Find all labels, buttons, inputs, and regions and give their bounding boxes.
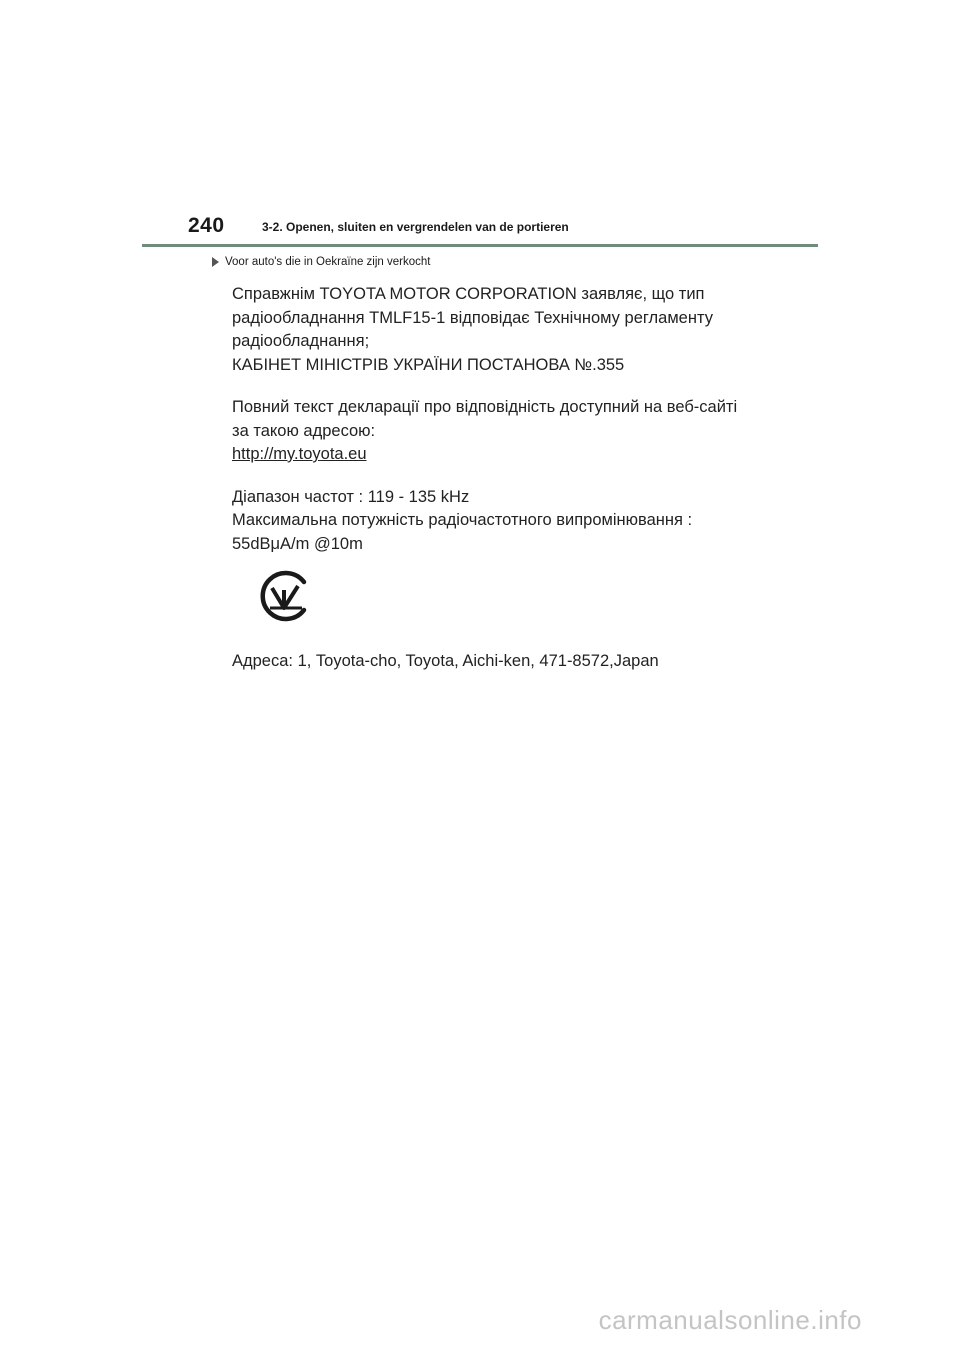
declaration-line: Повний текст декларації про відповідність доступний на веб-сайті — [232, 398, 738, 416]
declaration-line: радіообладнання; — [232, 332, 370, 350]
chapter-title: 3-2. Openen, sluiten en vergrendelen van de portieren — [262, 220, 569, 234]
declaration-line: Максимальна потужність радіочастотного випромінювання : — [232, 511, 693, 529]
ukrainian-conformity-mark-icon — [256, 568, 312, 624]
section-label — [212, 256, 430, 268]
declaration-line: за такою адресою: — [232, 421, 376, 440]
declaration-line: радіообладнання TMLF15-1 відповідає Технічному регламенту — [232, 308, 713, 327]
section-label-text: Voor auto's die in Oekraïne zijn verkocht — [225, 256, 431, 268]
declaration-line: Справжнім TOYOTA MOTOR CORPORATION заявляє, що тип — [232, 285, 705, 303]
header-divider — [142, 244, 818, 247]
declaration-line: КАБІНЕТ МІНІСТРІВ УКРАЇНИ ПОСТАНОВА №.355 — [232, 355, 625, 374]
manufacturer-address: Адреса: 1, Toyota-cho, Toyota, Aichi-ken, 471-8572,Japan — [232, 652, 659, 670]
max-power: 55dBμA/m @10m — [232, 534, 363, 553]
frequency-range: Діапазон частот : 119 - 135 kHz — [232, 487, 470, 506]
watermark: carmanualsonline.info — [598, 1305, 862, 1335]
page-number: 240 — [188, 214, 225, 237]
triangle-right-icon — [212, 257, 219, 267]
declaration-text — [232, 283, 752, 556]
website-link[interactable]: http://my.toyota.eu — [232, 445, 367, 463]
